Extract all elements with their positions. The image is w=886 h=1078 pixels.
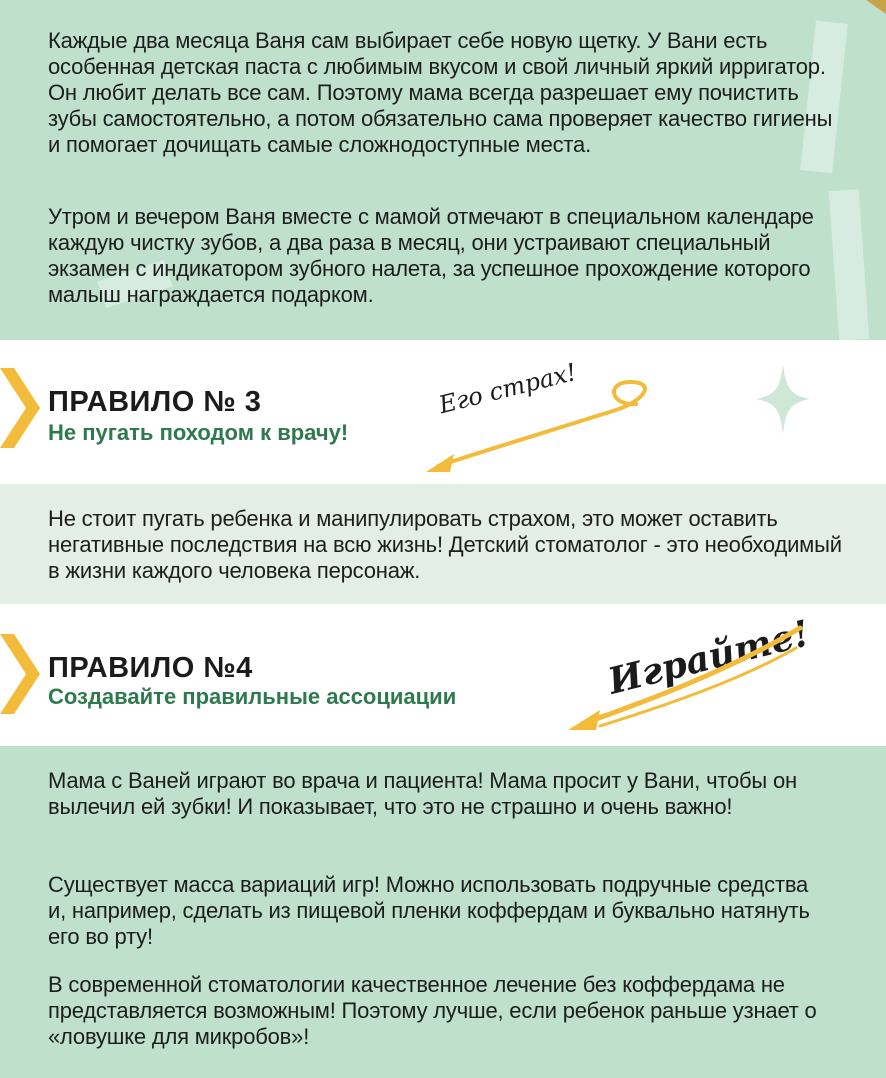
intro-paragraph-2: Утром и вечером Ваня вместе с мамой отмечают в специальном календаре каждую чистку зубов, а два раза в месяц, они устраивают специальный экзамен с индикатором зубного налета, за успешное прохождение которого малыш награждается подарком. [48,204,814,307]
rule3-subtitle: Не пугать походом к врачу! [48,420,349,445]
rule3-paragraph: Не стоит пугать ребенка и манипулировать страхом, это может оставить негативные последствия на всю жизнь! Детский стоматолог - это необходимый в жизни каждого человека персонаж. [48,506,842,583]
rule4-paragraph-3: В современной стоматологии качественное лечение без коффердама не представляется возможным! Поэтому лучше, если ребенок раньше узнает о «ловушке для микробов»! [48,972,817,1049]
rule4-body [0,746,886,1078]
rule3-title: ПРАВИЛО № 3 [48,386,262,418]
chevron-left-icon [0,368,44,448]
rule4-header [0,604,886,746]
sparkle-icon [756,364,810,434]
curved-arrow-icon [560,618,820,738]
curved-arrow-icon [420,376,680,484]
rule3-header [0,340,886,484]
intro-section [0,0,886,340]
chevron-left-icon [0,634,44,714]
rule4-paragraph-1: Мама с Ваней играют во врача и пациента! Мама просит у Вани, чтобы он вылечил ей зубки! И показывает, что это не страшно и очень важно! [48,768,797,819]
rule4-annotation: Играйте! [604,612,814,703]
rule3-annotation: Его страх! [436,357,580,420]
rule4-subtitle: Создавайте правильные ассоциации [48,684,457,709]
rule4-paragraph-2: Существует масса вариаций игр! Можно использовать подручные средства и, например, сделать из пищевой пленки коффердам и буквально натянуть его во рту! [48,872,810,949]
rule3-body [0,484,886,604]
intro-paragraph-1: Каждые два месяца Ваня сам выбирает себе новую щетку. У Вани есть особенная детская паста с любимым вкусом и свой личный яркий ирригатор. Он любит делать все сам. Поэтому мама всегда разрешает ему почистить зубы самостоятельно, а потом обязательно сама проверяет качество гигиены и помогает дочищать самые сложнодоступные места. [48,28,833,157]
rule4-title: ПРАВИЛО №4 [48,652,253,684]
